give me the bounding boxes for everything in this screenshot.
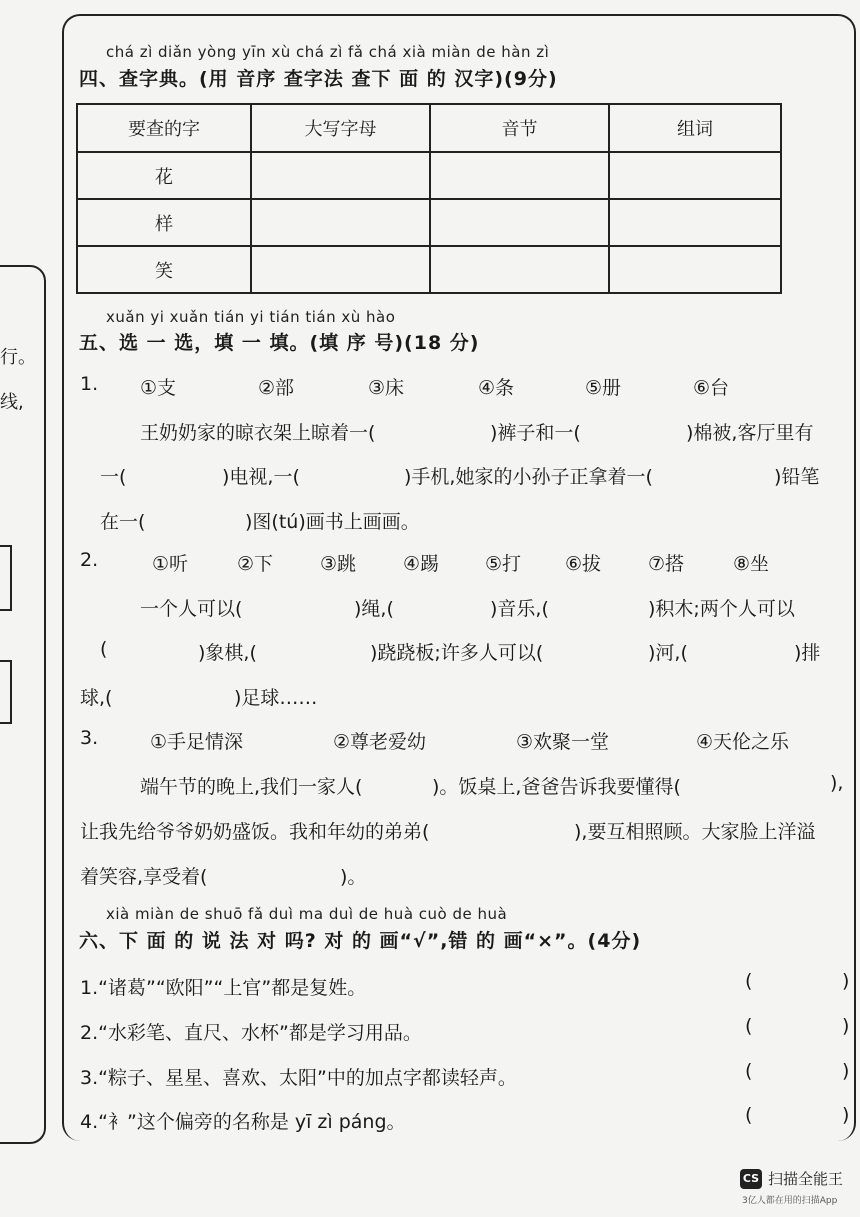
question-text: )铅笔 bbox=[774, 466, 820, 488]
section5-pinyin: xuǎn yi xuǎn tián yi tián tián xù hào bbox=[106, 308, 396, 326]
question-text: )足球…… bbox=[234, 687, 318, 709]
option: ④天伦之乐 bbox=[696, 731, 790, 753]
question-number: 2. bbox=[80, 549, 99, 571]
lookup-table bbox=[76, 103, 782, 294]
answer-paren-close[interactable]: ) bbox=[842, 1015, 850, 1037]
judge-item: 1.“诸葛”“欧阳”“上官”都是复姓。 bbox=[80, 977, 367, 999]
question-text: 一个人可以( bbox=[140, 598, 243, 620]
question-text: )象棋,( bbox=[198, 642, 257, 664]
brand-slogan: 3亿人都在用的扫描App bbox=[742, 1196, 838, 1206]
table-header: 音节 bbox=[430, 104, 609, 152]
answer-cell[interactable] bbox=[430, 199, 609, 246]
question-text: 球,( bbox=[80, 687, 113, 709]
question-text: )电视,一( bbox=[222, 466, 300, 488]
option: ③跳 bbox=[320, 553, 357, 575]
judge-item: 4.“衤”这个偏旁的名称是 yī zì páng。 bbox=[80, 1111, 406, 1133]
question-text: )裤子和一( bbox=[490, 422, 581, 444]
cs-logo-icon: CS bbox=[740, 1169, 762, 1189]
option: ④条 bbox=[478, 377, 515, 399]
question-text: )河,( bbox=[648, 642, 688, 664]
answer-cell[interactable] bbox=[609, 152, 781, 199]
option: ①听 bbox=[152, 553, 189, 575]
question-text: )音乐,( bbox=[490, 598, 549, 620]
question-text: 在一( bbox=[100, 511, 146, 533]
judge-item: 2.“水彩笔、直尺、水杯”都是学习用品。 bbox=[80, 1022, 422, 1044]
question-text: )图(tú)画书上画画。 bbox=[245, 511, 420, 533]
question-text: 王奶奶家的晾衣架上晾着一( bbox=[140, 422, 376, 444]
answer-cell[interactable] bbox=[609, 199, 781, 246]
question-text: ), bbox=[830, 772, 844, 794]
section5-title: 五、选 一 选，填 一 填。(填 序 号)(18 分) bbox=[79, 332, 480, 354]
answer-paren-open[interactable]: ( bbox=[745, 970, 753, 992]
option: ①支 bbox=[140, 377, 177, 399]
option: ⑥拔 bbox=[565, 553, 602, 575]
option: ②下 bbox=[237, 553, 274, 575]
section6-title: 六、下 面 的 说 法 对 吗? 对 的 画“√”,错 的 画“×”。(4分) bbox=[79, 930, 642, 952]
answer-cell[interactable] bbox=[251, 152, 430, 199]
option: ②尊老爱幼 bbox=[333, 731, 427, 753]
left-fragment: 线, bbox=[0, 392, 24, 413]
answer-cell[interactable] bbox=[251, 246, 430, 293]
section4-pinyin: chá zì diǎn yòng yīn xù chá zì fǎ chá xià miàn de hàn zì bbox=[106, 43, 550, 61]
table-header: 组词 bbox=[609, 104, 781, 152]
table-row bbox=[77, 152, 781, 199]
question-text: ),要互相照顾。大家脸上洋溢 bbox=[574, 821, 816, 843]
section4-title: 四、查字典。(用 音序 查字法 查下 面 的 汉字)(9分) bbox=[79, 68, 558, 90]
table-row bbox=[77, 199, 781, 246]
section6-pinyin: xià miàn de shuō fǎ duì ma duì de huà cuò de huà bbox=[106, 905, 508, 923]
table-cell-char: 样 bbox=[77, 199, 251, 246]
answer-cell[interactable] bbox=[430, 246, 609, 293]
scanner-logo bbox=[740, 1168, 843, 1189]
option: ③床 bbox=[368, 377, 405, 399]
question-text: )手机,她家的小孙子正拿着一( bbox=[404, 466, 653, 488]
answer-paren-close[interactable]: ) bbox=[842, 970, 850, 992]
table-header: 要查的字 bbox=[77, 104, 251, 152]
answer-cell[interactable] bbox=[430, 152, 609, 199]
question-number: 3. bbox=[80, 727, 99, 749]
brand-name: 扫描全能王 bbox=[768, 1170, 844, 1188]
answer-cell[interactable] bbox=[251, 199, 430, 246]
answer-paren-open[interactable]: ( bbox=[745, 1060, 753, 1082]
option: ①手足情深 bbox=[150, 731, 244, 753]
question-text: )。 bbox=[340, 866, 367, 888]
answer-paren-close[interactable]: ) bbox=[842, 1104, 850, 1126]
option: ⑤打 bbox=[485, 553, 522, 575]
answer-paren-open[interactable]: ( bbox=[745, 1104, 753, 1126]
table-cell-char: 花 bbox=[77, 152, 251, 199]
option: ⑦搭 bbox=[648, 553, 685, 575]
answer-paren-open[interactable]: ( bbox=[745, 1015, 753, 1037]
question-text: )排 bbox=[794, 642, 821, 664]
question-number: 1. bbox=[80, 373, 99, 395]
option: ⑤册 bbox=[585, 377, 622, 399]
answer-cell[interactable] bbox=[609, 246, 781, 293]
option: ⑥台 bbox=[693, 377, 730, 399]
left-bracket bbox=[0, 545, 12, 611]
question-text: 端午节的晚上,我们一家人( bbox=[140, 776, 363, 798]
option: ⑧坐 bbox=[733, 553, 770, 575]
option: ④踢 bbox=[403, 553, 440, 575]
question-text: )跷跷板;许多人可以( bbox=[370, 642, 544, 664]
question-text: )棉被,客厅里有 bbox=[686, 422, 814, 444]
judge-item: 3.“粽子、星星、喜欢、太阳”中的加点字都读轻声。 bbox=[80, 1067, 517, 1089]
question-text: )。饭桌上,爸爸告诉我要懂得( bbox=[432, 776, 681, 798]
option: ③欢聚一堂 bbox=[516, 731, 610, 753]
question-text: 让我先给爷爷奶奶盛饭。我和年幼的弟弟( bbox=[80, 821, 430, 843]
table-header-row bbox=[77, 104, 781, 152]
question-text: 着笑容,享受着( bbox=[80, 866, 208, 888]
table-header: 大写字母 bbox=[251, 104, 430, 152]
answer-paren-close[interactable]: ) bbox=[842, 1060, 850, 1082]
left-bracket bbox=[0, 660, 12, 724]
question-text: )绳,( bbox=[354, 598, 394, 620]
left-fragment: 行。 bbox=[0, 347, 36, 368]
option: ②部 bbox=[258, 377, 295, 399]
table-cell-char: 笑 bbox=[77, 246, 251, 293]
question-text: ( bbox=[100, 638, 108, 660]
question-text: )积木;两个人可以 bbox=[648, 598, 795, 620]
question-text: 一( bbox=[100, 466, 127, 488]
table-row bbox=[77, 246, 781, 293]
